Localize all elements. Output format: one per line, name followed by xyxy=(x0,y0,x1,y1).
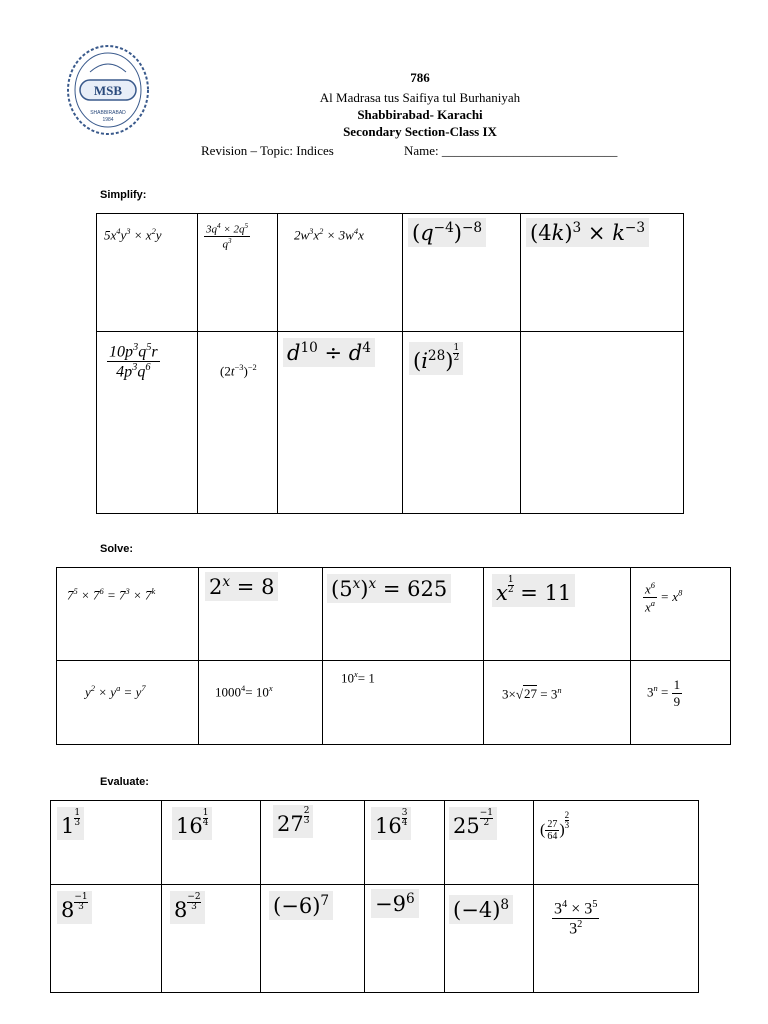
simplify-cell-8[interactable]: $d^{10} \div d^4$ xyxy=(278,332,403,514)
evaluate-cell-3[interactable]: 27 $\frac{2}{3}$ xyxy=(261,801,365,885)
solve-cell-4[interactable]: x $\frac{1}{2}$ = 11 xyxy=(484,568,631,661)
evaluate-cell-11[interactable]: $(-4)^8$ xyxy=(445,885,534,993)
solve-cell-10[interactable]: 3$^n$ = $\frac{1}{9}$ xyxy=(631,661,731,745)
solve-cell-9[interactable]: 3×√27 = 3$^n$ xyxy=(484,661,631,745)
simplify-cell-2[interactable]: $\frac{3q^4 \times 2q^5}{q^3}$ xyxy=(198,214,278,332)
simplify-cell-10[interactable] xyxy=(521,332,684,514)
solve-cell-3[interactable]: $(5^x)^x = 625$ xyxy=(323,568,484,661)
evaluate-cell-4[interactable]: 16 $\frac{3}{4}$ xyxy=(365,801,445,885)
solve-label: Solve: xyxy=(100,543,134,555)
evaluate-cell-2[interactable]: 16 $\frac{1}{4}$ xyxy=(162,801,261,885)
evaluate-cell-9[interactable]: $(-6)^7$ xyxy=(261,885,365,993)
simplify-label: Simplify: xyxy=(100,189,147,201)
solve-cell-7[interactable]: $1000^4= 10^x$ xyxy=(199,661,323,745)
simplify-cell-7[interactable]: $(2t^{-3})^{-2}$ xyxy=(198,332,278,514)
simplify-cell-1[interactable]: $5x^4y^3 \times x^2y$ xyxy=(97,214,198,332)
name-field[interactable]: Name: ___________________________ xyxy=(404,143,618,158)
svg-text:SHABBIRABAD: SHABBIRABAD xyxy=(90,110,126,116)
simplify-cell-4[interactable]: $(q^{-4})^{-8}$ xyxy=(403,214,521,332)
solve-cell-6[interactable]: $y^2 \times y^a = y^7$ xyxy=(57,661,199,745)
simplify-cell-5[interactable]: $(4k)^3 \times k^{-3}$ xyxy=(521,214,684,332)
class-section: Secondary Section-Class IX xyxy=(343,124,497,139)
simplify-table xyxy=(96,213,684,514)
simplify-cell-6[interactable]: $\frac{10p^3q^5r}{4p^3q^6}$ xyxy=(97,332,198,514)
solve-table xyxy=(56,567,731,745)
evaluate-cell-6[interactable]: ( $\frac{27}{64}$ ) $\frac{2}{3}$ xyxy=(534,801,699,885)
svg-text:1984: 1984 xyxy=(102,117,114,123)
topic-label: Revision – Topic: Indices xyxy=(201,143,334,158)
school-name: Al Madrasa tus Saifiya tul Burhaniyah xyxy=(319,90,521,105)
evaluate-cell-7[interactable]: 8 $\frac{-1}{3}$ xyxy=(51,885,162,993)
evaluate-cell-12[interactable]: $\frac{3^4 \times 3^5}{3^2}$ xyxy=(534,885,699,993)
evaluate-label: Evaluate: xyxy=(100,776,149,788)
simplify-cell-3[interactable]: $2w^3x^2 \times 3w^4x$ xyxy=(278,214,403,332)
svg-text:MSB: MSB xyxy=(93,83,123,98)
solve-cell-8[interactable]: $10^x= 1$ xyxy=(323,661,484,745)
evaluate-table xyxy=(50,800,699,993)
evaluate-cell-1[interactable]: 1 $\frac{1}{3}$ xyxy=(51,801,162,885)
header-786: 786 xyxy=(410,70,430,85)
simplify-cell-9[interactable]: $(i^{28})$ $\frac{1}{2}$ xyxy=(403,332,521,514)
evaluate-cell-10[interactable]: $-9^6$ xyxy=(365,885,445,993)
solve-cell-5[interactable]: $\frac{x^6}{x^a}$ = $x^8$ xyxy=(631,568,731,661)
school-location: Shabbirabad- Karachi xyxy=(357,107,483,122)
solve-cell-2[interactable]: 2$^x$ = 8 xyxy=(199,568,323,661)
solve-cell-1[interactable]: $7^5 \times 7^6 = 7^3 \times 7^k$ xyxy=(57,568,199,661)
evaluate-cell-8[interactable]: 8 $\frac{-2}{3}$ xyxy=(162,885,261,993)
evaluate-cell-5[interactable]: 25 $\frac{-1}{2}$ xyxy=(445,801,534,885)
